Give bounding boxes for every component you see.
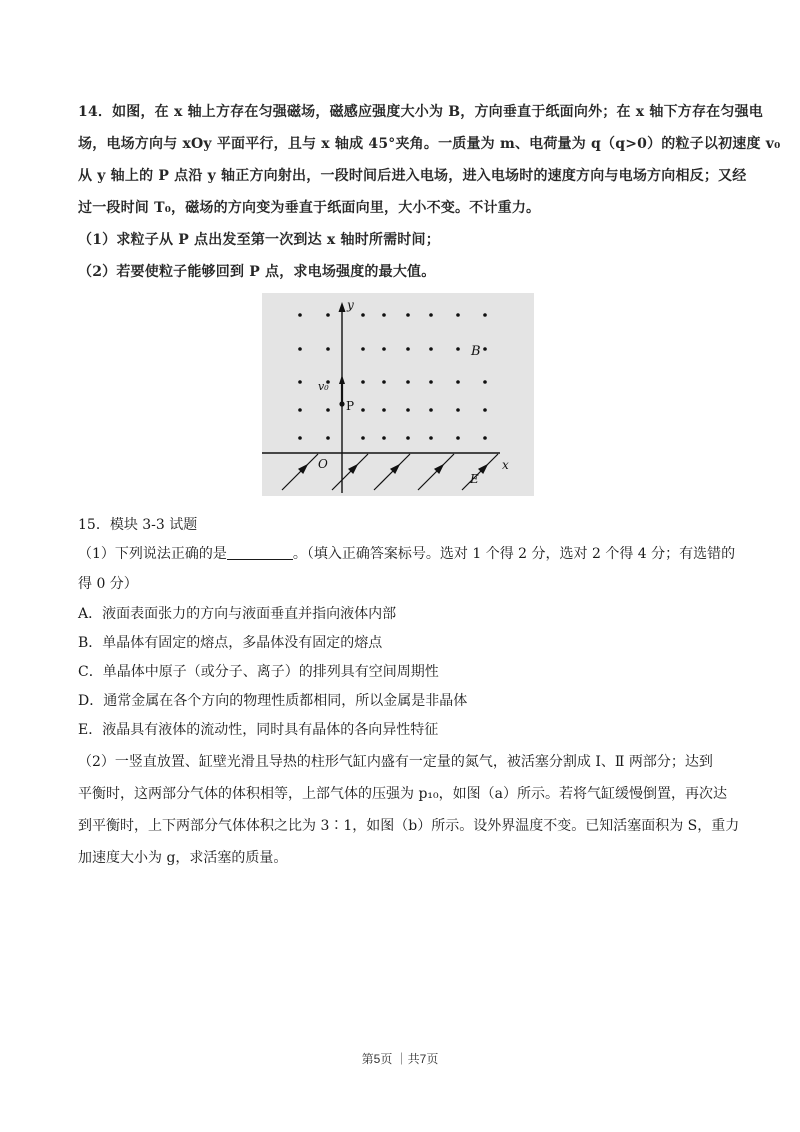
e-field-line — [332, 454, 368, 490]
label-o: O — [318, 457, 328, 471]
b-field-dot — [382, 313, 386, 317]
e-field-line — [418, 454, 454, 490]
q14-part-2: （2）若要使粒子能够回到 P 点，求电场强度的最大值。 — [78, 264, 436, 280]
label-e: E — [470, 472, 479, 486]
field-diagram — [262, 293, 534, 496]
b-field-dot — [456, 313, 460, 317]
q14-line-1: 14．如图，在 x 轴上方存在匀强磁场，磁感应强度大小为 B，方向垂直于纸面向外；在 x 轴下方存在匀强电 — [78, 104, 763, 120]
option-c: C．单晶体中原子（或分子、离子）的排列具有空间周期性 — [78, 664, 439, 680]
b-field-dot — [483, 408, 487, 412]
q15-part1-prefix: （1）下列说法正确的是 — [78, 546, 227, 562]
magnetic-field-dots — [298, 313, 487, 440]
e-field-line — [374, 454, 410, 490]
b-field-dot — [326, 313, 330, 317]
q14-line-2: 场，电场方向与 xOy 平面平行，且与 x 轴成 45°夹角。一质量为 m、电荷量为 q（q>0）的粒子以初速度 v₀ — [78, 136, 781, 152]
b-field-dot — [382, 380, 386, 384]
b-field-dot — [326, 347, 330, 351]
b-field-dot — [382, 408, 386, 412]
b-field-dot — [456, 408, 460, 412]
label-b: B — [471, 344, 481, 359]
b-field-dot — [361, 408, 365, 412]
option-e: E．液晶具有液体的流动性，同时具有晶体的各向异性特征 — [78, 722, 439, 738]
v0-arrowhead — [339, 375, 345, 384]
y-axis-arrow — [339, 302, 346, 312]
page-footer: 第5页 ｜共7页 — [361, 1052, 439, 1066]
q15-part1-line2: 得 0 分） — [78, 576, 138, 592]
b-field-dot — [483, 436, 487, 440]
q15-part2-line2: 平衡时，这两部分气体的体积相等，上部气体的压强为 p₁₀，如图（a）所示。若将气缸缓慢倒置，再次达 — [78, 786, 727, 802]
q14-line-4: 过一段时间 T₀，磁场的方向变为垂直于纸面向里，大小不变。不计重力。 — [78, 200, 541, 216]
b-field-dot — [298, 408, 302, 412]
b-field-dot — [382, 347, 386, 351]
b-field-dot — [361, 313, 365, 317]
b-field-dot — [429, 436, 433, 440]
b-field-dot — [382, 436, 386, 440]
b-field-dot — [361, 347, 365, 351]
b-field-dot — [298, 436, 302, 440]
option-b: B．单晶体有固定的熔点，多晶体没有固定的熔点 — [78, 635, 383, 651]
b-field-dot — [406, 436, 410, 440]
b-field-dot — [298, 380, 302, 384]
b-field-dot — [456, 347, 460, 351]
label-x: x — [502, 458, 509, 472]
b-field-dot — [429, 347, 433, 351]
b-field-dot — [361, 436, 365, 440]
q15-title: 15．模块 3-3 试题 — [78, 517, 198, 533]
b-field-dot — [406, 408, 410, 412]
e-field-line — [462, 454, 498, 490]
answer-blank — [227, 545, 293, 560]
e-field-line — [282, 454, 318, 490]
b-field-dot — [429, 313, 433, 317]
electric-field-lines — [282, 454, 498, 490]
b-field-dot — [361, 380, 365, 384]
b-field-dot — [456, 380, 460, 384]
b-field-dot — [483, 380, 487, 384]
q15-part1-suffix: 。（填入正确答案标号。选对 1 个得 2 分，选对 2 个得 4 分；有选错的 — [292, 546, 736, 562]
b-field-dot — [406, 380, 410, 384]
b-field-dot — [406, 347, 410, 351]
field-diagram-svg — [262, 293, 534, 496]
q14-part-1: （1）求粒子从 P 点出发至第一次到达 x 轴时所需时间； — [78, 232, 440, 248]
b-field-dot — [326, 408, 330, 412]
q14-line-3: 从 y 轴上的 P 点沿 y 轴正方向射出，一段时间后进入电场，进入电场时的速度方向与电场方向相反；又经 — [78, 168, 747, 184]
q15-part2-line1: （2）一竖直放置、缸壁光滑且导热的柱形气缸内盛有一定量的氮气，被活塞分割成 Ⅰ、Ⅱ 两部分；达到 — [78, 754, 713, 770]
b-field-dot — [406, 313, 410, 317]
q15-part1-line1 — [78, 544, 735, 564]
label-p: P — [346, 399, 355, 413]
option-a: A．液面表面张力的方向与液面垂直并指向液体内部 — [78, 606, 397, 622]
q15-part2-line4: 加速度大小为 g，求活塞的质量。 — [78, 850, 288, 866]
point-p — [339, 401, 344, 406]
label-y: y — [347, 298, 354, 312]
b-field-dot — [483, 313, 487, 317]
b-field-dot — [429, 408, 433, 412]
q15-part2-line3: 到平衡时，上下两部分气体体积之比为 3∶1，如图（b）所示。设外界温度不变。已知活塞面积为 S，重力 — [78, 818, 740, 834]
b-field-dot — [326, 436, 330, 440]
option-d: D．通常金属在各个方向的物理性质都相同，所以金属是非晶体 — [78, 693, 468, 709]
label-v0: v₀ — [318, 380, 329, 393]
b-field-dot — [298, 347, 302, 351]
b-field-dot — [429, 380, 433, 384]
b-field-dot — [483, 347, 487, 351]
b-field-dot — [456, 436, 460, 440]
b-field-dot — [298, 313, 302, 317]
